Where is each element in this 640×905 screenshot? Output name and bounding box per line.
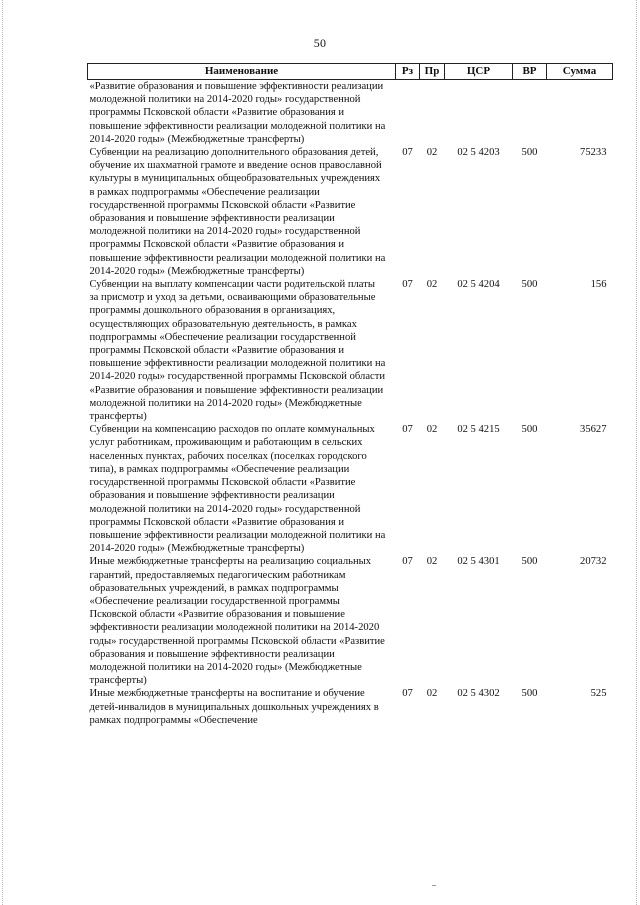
row-sum: 525 xyxy=(590,688,607,700)
table-header-row xyxy=(88,64,613,80)
row-vr: 500 xyxy=(521,688,538,700)
table-row xyxy=(88,423,613,555)
header-vr: ВР xyxy=(513,64,547,80)
row-sum: 156 xyxy=(590,279,607,291)
scan-edge-left xyxy=(2,0,4,905)
header-sum: Сумма xyxy=(547,64,613,80)
row-csr: 02 5 4204 xyxy=(457,279,500,291)
row-name: Субвенции на реализацию дополнительного образования детей, обучение их шахматной грамоте и введение основ православной культуры в муниципальных общеобразовательных учреждениях в рамках подпрограммы «Обеспечение реализации государственной программы Псковской области «Развитие образования и повышение эффективности реализации молодежной политики на 2014-2020 годы» государственной программы Псковской области «Развитие образования и повышение эффективности реализации молодежной политики на 2014-2020 годы» (Межбюджетные трансферты) xyxy=(89,147,386,277)
row-name: Субвенции на выплату компенсации части родительской платы за присмотр и уход за детьми, осваивающими образовательные программы дошкольного образования в организациях, осуществляющих образовательную деятельность, в рамках подпрограммы «Обеспечение реализации государственной программы Псковской области «Развитие образования и повышение эффективности реализации молодежной политики на 2014-2020 годы» государственной программы Псковской области «Развитие образования и повышение эффективности реализации молодежной политики на 2014-2020 годы» (Межбюджетные трансферты) xyxy=(89,279,386,423)
table-row xyxy=(88,555,613,687)
row-vr xyxy=(513,80,547,147)
row-name: Иные межбюджетные трансферты на реализацию социальных гарантий, предоставляемых педагогическим работникам образовательных учреждений, в рамках подпрограммы «Обеспечение реализации государственной программы Псковской области «Развитие образования и повышение эффективности реализации молодежной политики на 2014-2020 годы» государственной программы Псковской области «Развитие образования и повышение эффективности реализации молодежной политики на 2014-2020 годы» (Межбюджетные трансферты) xyxy=(89,556,385,687)
row-vr: 500 xyxy=(521,279,538,291)
row-csr: 02 5 4203 xyxy=(457,147,500,159)
row-pr: 02 xyxy=(426,147,438,159)
row-sum: 35627 xyxy=(580,424,607,436)
row-vr: 500 xyxy=(521,556,538,568)
row-rz: 07 xyxy=(402,147,413,159)
budget-table xyxy=(87,63,613,727)
row-vr: 500 xyxy=(521,147,538,159)
row-name: Субвенции на компенсацию расходов по оплате коммунальных услуг работникам, проживающим и работающим в сельских населенных пунктах, рабочих поселках (поселках городского типа), в рамках подпрограммы «Обеспечение реализации государственной программы Псковской области «Развитие образования и повышение эффективности реализации молодежной политики на 2014-2020 годы» государственной программы Псковской области «Развитие образования и повышение эффективности реализации молодежной политики на 2014-2020 годы» (Межбюджетные трансферты) xyxy=(89,424,386,555)
row-rz: 07 xyxy=(402,424,413,436)
scan-speck xyxy=(432,885,436,886)
row-rz: 07 xyxy=(402,688,413,700)
table-row xyxy=(88,146,613,278)
page-number: 50 xyxy=(313,36,327,50)
header-csr: ЦСР xyxy=(445,64,513,80)
row-sum: 20732 xyxy=(580,556,607,568)
row-csr: 02 5 4301 xyxy=(457,556,500,568)
row-pr: 02 xyxy=(426,424,438,436)
table-row xyxy=(88,80,613,147)
row-pr: 02 xyxy=(426,556,438,568)
row-name: Иные межбюджетные трансферты на воспитание и обучение детей-инвалидов в муниципальных дошкольных учреждениях в рамках подпрограммы «Обеспечение xyxy=(89,688,379,726)
header-name: Наименование xyxy=(88,64,396,80)
row-pr: 02 xyxy=(426,279,438,291)
row-rz xyxy=(396,80,420,147)
row-csr: 02 5 4215 xyxy=(457,424,500,436)
header-pr: Пр xyxy=(420,64,445,80)
row-pr: 02 xyxy=(426,688,438,700)
row-rz: 07 xyxy=(402,556,413,568)
row-csr xyxy=(445,80,513,147)
row-vr: 500 xyxy=(521,424,538,436)
row-sum xyxy=(547,80,613,147)
row-rz: 07 xyxy=(402,279,413,291)
row-csr: 02 5 4302 xyxy=(457,688,500,700)
row-name: «Развитие образования и повышение эффективности реализации молодежной политики на 2014-2020 годы» государственной программы Псковской области «Развитие образования и повышение эффективности реализации молодежной политики на 2014-2020 годы» (Межбюджетные трансферты) xyxy=(89,81,386,145)
scan-edge-right xyxy=(636,0,638,905)
table-row xyxy=(88,687,613,727)
header-rz: Рз xyxy=(396,64,420,80)
row-pr xyxy=(420,80,445,147)
row-sum: 75233 xyxy=(580,147,607,159)
table-row xyxy=(88,278,613,423)
